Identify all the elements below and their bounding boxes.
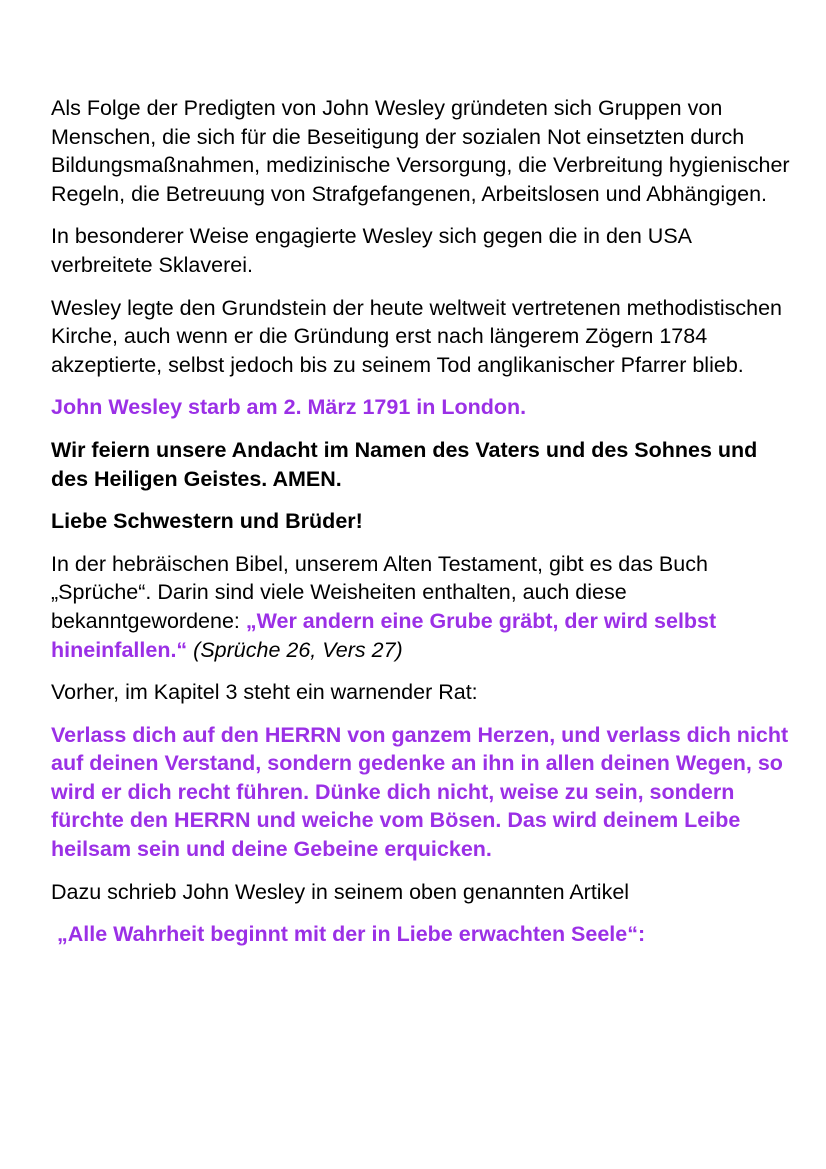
paragraph-chapter-3: Vorher, im Kapitel 3 steht ein warnender Rat: <box>51 680 478 705</box>
paragraph-bible-verse: Verlass dich auf den HERRN von ganzem Herzen, und verlass dich nicht auf deinen Verstand, sondern gedenke an ihn in allen deinen Wegen, so wird er dich recht führen. Dünke dich nicht, weise zu sein, sondern fürchte den HERRN und weiche vom Bösen. Das wird deinem Leibe heilsam sein und deine Gebeine erquicken. <box>51 722 789 862</box>
paragraph-greeting: Liebe Schwestern und Brüder! <box>51 509 363 534</box>
paragraph-proverbs <box>51 550 793 664</box>
paragraph-death-date: John Wesley starb am 2. März 1791 in London. <box>51 395 527 420</box>
proverbs-quote: „Wer andern eine Grube gräbt, der wird selbst hineinfallen.“ <box>51 608 717 662</box>
document-page <box>51 94 793 963</box>
paragraph-wesley-groups: Als Folge der Predigten von John Wesley gründeten sich Gruppen von Menschen, die sich für die Beseitigung der sozialen Not einsetzten durch Bildungsmaßnahmen, medizinische Versorgung, die Verbreitung hygienischer Regeln, die Betreuung von Strafgefangenen, Arbeitslosen und Abhängigen. <box>51 96 790 206</box>
proverbs-reference: (Sprüche 26, Vers 27) <box>187 637 403 662</box>
paragraph-wesley-article: Dazu schrieb John Wesley in seinem oben genannten Artikel <box>51 879 630 904</box>
paragraph-invocation: Wir feiern unsere Andacht im Namen des Vaters und des Sohnes und des Heiligen Geistes. AMEN. <box>51 437 758 491</box>
paragraph-wesley-quote: „Alle Wahrheit beginnt mit der in Liebe erwachten Seele“: <box>51 922 646 947</box>
proverbs-intro-text: In der hebräischen Bibel, unserem Alten Testament, gibt es das Buch „Sprüche“. Darin sind viele Weisheiten enthalten, auch diese bekanntgewordene: <box>51 551 708 633</box>
paragraph-slavery: In besonderer Weise engagierte Wesley sich gegen die in den USA verbreitete Sklaverei. <box>51 224 691 277</box>
paragraph-methodist-church: Wesley legte den Grundstein der heute weltweit vertretenen methodistischen Kirche, auch wenn er die Gründung erst nach längerem Zögern 1784 akzeptierte, selbst jedoch bis zu seinem Tod anglikanischer Pfarrer blieb. <box>51 295 783 377</box>
